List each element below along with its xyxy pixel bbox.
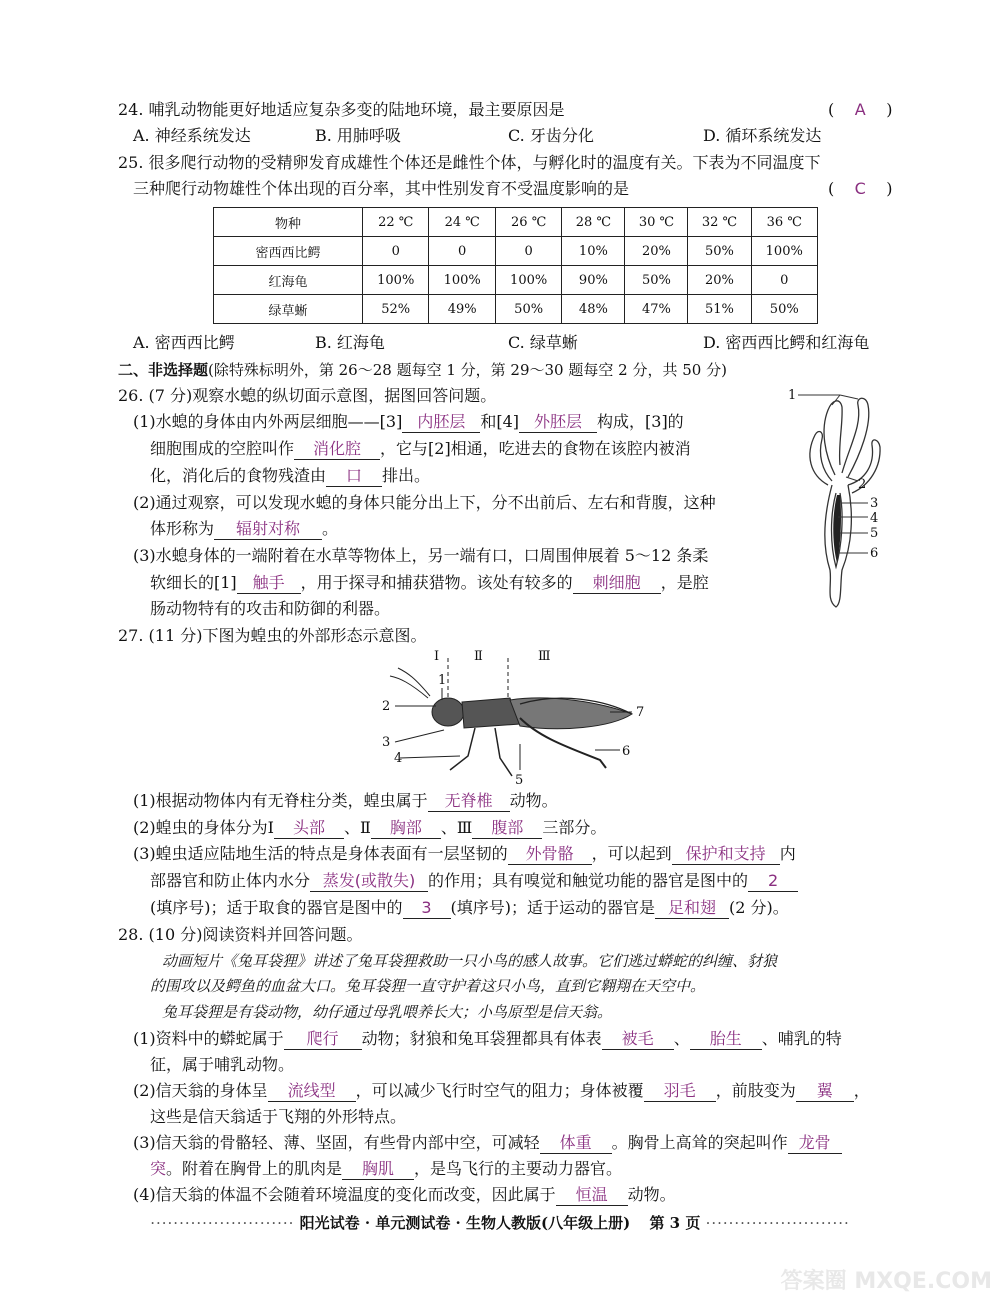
q27-answer-8: 2 xyxy=(748,871,798,892)
q28-text: 动物；豺狼和兔耳袋狸都具有体表 xyxy=(361,1029,602,1048)
q28-answer-4: 流线型 xyxy=(268,1081,356,1102)
table-cell: 51% xyxy=(688,295,751,324)
q26-line2 xyxy=(150,438,691,460)
q28-text: 、 xyxy=(673,1029,690,1048)
table-header-cell: 22 ℃ xyxy=(363,208,429,237)
q28-text: 。附着在胸骨上的肌肉是 xyxy=(166,1159,343,1178)
q28-answer-8-cont: 突 xyxy=(150,1159,167,1178)
table-cell: 100% xyxy=(495,266,561,295)
table-header-cell: 36 ℃ xyxy=(751,208,818,237)
q27-answer-4: 腹部 xyxy=(472,818,542,839)
q27-answer-2: 头部 xyxy=(274,818,344,839)
table-cell: 50% xyxy=(751,295,818,324)
q28-text: 。胸骨上高耸的突起叫作 xyxy=(611,1133,788,1152)
q26-line5 xyxy=(150,518,338,540)
hydra-label-6: 6 xyxy=(870,546,879,561)
q24-answer: A xyxy=(854,100,866,119)
q28-answer-3: 胎生 xyxy=(690,1029,762,1050)
q27-text: ，可以起到 xyxy=(591,844,672,863)
q27-text: (2 分)。 xyxy=(729,898,789,917)
q28-answer-2: 被毛 xyxy=(602,1029,674,1050)
q28-line3 xyxy=(133,1080,870,1102)
q28-answer-10: 恒温 xyxy=(556,1185,628,1206)
table-cell: 密西西比鳄 xyxy=(214,237,363,266)
watermark-logo: 答案圈 MXQE.COM xyxy=(780,1269,992,1294)
q26-text: ，用于探寻和捕获猎物。该处有较多的 xyxy=(300,573,573,592)
q27-line2 xyxy=(133,817,606,839)
q26-text: 和[4] xyxy=(480,412,520,431)
table-cell: 50% xyxy=(625,266,688,295)
q28-text: ，可以减少飞行时空气的阻力；身体被覆 xyxy=(355,1081,644,1100)
table-cell: 绿草蜥 xyxy=(214,295,363,324)
section2-note: (除特殊标明外，第 26～28 题每空 1 分，第 29～30 题每空 2 分，共 50 分) xyxy=(208,361,727,379)
q25-option-a: A. 密西西比鳄 xyxy=(133,333,235,352)
q24-option-a: A. 神经系统发达 xyxy=(133,126,251,145)
q26-line3 xyxy=(150,465,430,487)
locust-label-5: 5 xyxy=(515,773,524,788)
q28-answer-8: 龙骨 xyxy=(788,1133,842,1154)
q27-line5 xyxy=(150,897,789,919)
q27-answer-9: 3 xyxy=(403,898,451,919)
q28-line7 xyxy=(133,1184,676,1206)
q26-text: 。 xyxy=(322,519,339,538)
q28-text: (4)信天翁的体温不会随着环境温度的变化而改变，因此属于 xyxy=(133,1185,556,1204)
table-cell: 47% xyxy=(625,295,688,324)
table-row xyxy=(214,237,818,266)
q28-intro: 28. (10 分)阅读资料并回答问题。 xyxy=(118,925,363,944)
q26-text: ，它与[2]相通，吃进去的食物在该腔内被消 xyxy=(380,439,691,458)
table-cell: 50% xyxy=(495,295,561,324)
q26-text: 构成，[3]的 xyxy=(597,412,684,431)
table-cell: 48% xyxy=(562,295,625,324)
table-cell: 0 xyxy=(429,237,495,266)
q28-story-line3: 兔耳袋狸是有袋动物，幼仔通过母乳喂养长大；小鸟原型是信天翁。 xyxy=(162,1003,613,1021)
table-cell: 90% xyxy=(562,266,625,295)
q26-text: 细胞围成的空腔叫作 xyxy=(150,439,295,458)
hydra-label-1: 1 xyxy=(788,388,797,403)
q28-answer-1: 爬行 xyxy=(284,1029,362,1050)
locust-diagram xyxy=(370,648,660,788)
table-row xyxy=(214,295,818,324)
q28-text: (2)信天翁的身体呈 xyxy=(133,1081,268,1100)
q26-line4: (2)通过观察，可以发现水螅的身体只能分出上下，分不出前后、左右和背腹，这种 xyxy=(133,493,716,512)
q26-text: 软细长的[1] xyxy=(150,573,237,592)
q26-line6: (3)水螅身体的一端附着在水草等物体上，另一端有口，口周围伸展着 5～12 条柔 xyxy=(133,546,709,565)
temperature-table xyxy=(213,207,818,324)
q28-story-line2: 的围攻以及鳄鱼的血盆大口。兔耳袋狸一直守护着这只小鸟，直到它翱翔在天空中。 xyxy=(150,977,706,995)
q27-text: (1)根据动物体内有无脊柱分类，蝗虫属于 xyxy=(133,791,428,810)
q24-stem: 24. 哺乳动物能更好地适应复杂多变的陆地环境，最主要原因是 xyxy=(118,100,565,119)
table-cell: 红海龟 xyxy=(214,266,363,295)
q27-text: 内 xyxy=(779,844,796,863)
q27-text: 、Ⅲ xyxy=(440,818,473,837)
locust-section-3: Ⅲ xyxy=(538,649,551,664)
q28-text: ， xyxy=(853,1081,870,1100)
q25-option-b: B. 红海龟 xyxy=(315,333,385,352)
table-cell: 100% xyxy=(429,266,495,295)
table-cell: 49% xyxy=(429,295,495,324)
q27-intro: 27. (11 分)下图为蝗虫的外部形态示意图。 xyxy=(118,626,427,645)
q26-answer-7: 刺细胞 xyxy=(573,573,661,594)
q27-answer-5: 外骨骼 xyxy=(508,844,592,865)
q28-text: (1)资料中的蟒蛇属于 xyxy=(133,1029,284,1048)
locust-label-1: 1 xyxy=(438,673,447,688)
table-cell: 20% xyxy=(625,237,688,266)
q25-option-d: D. 密西西比鳄和红海龟 xyxy=(703,333,870,352)
table-cell: 100% xyxy=(363,266,429,295)
table-header-cell: 26 ℃ xyxy=(495,208,561,237)
q27-text: 的作用；具有嗅觉和触觉功能的器官是图中的 xyxy=(428,871,749,890)
q25-option-c: C. 绿草蜥 xyxy=(508,333,578,352)
q27-text: (填序号)；适于运动的器官是 xyxy=(450,898,655,917)
table-cell: 50% xyxy=(688,237,751,266)
q24-option-c: C. 牙齿分化 xyxy=(508,126,594,145)
hydra-label-4: 4 xyxy=(870,511,879,526)
q26-line1 xyxy=(133,411,684,433)
q27-line3 xyxy=(133,843,796,865)
q28-answer-6: 翼 xyxy=(796,1081,854,1102)
q26-answer-5: 辐射对称 xyxy=(214,519,322,540)
hydra-label-3: 3 xyxy=(870,496,879,511)
q28-story-line1: 动画短片《兔耳袋狸》讲述了兔耳袋狸救助一只小鸟的感人故事。它们逃过蟒蛇的纠缠、豺狼 xyxy=(162,952,778,970)
q27-line1 xyxy=(133,790,558,812)
q28-text: 、哺乳的特 xyxy=(761,1029,842,1048)
q27-line4 xyxy=(150,870,798,892)
table-cell: 52% xyxy=(363,295,429,324)
section2-heading xyxy=(118,359,727,381)
section2-title: 二、非选择题 xyxy=(118,361,209,379)
q28-line1 xyxy=(133,1028,842,1050)
q27-text: 动物。 xyxy=(509,791,558,810)
q26-line7 xyxy=(150,572,709,594)
table-header-cell: 30 ℃ xyxy=(625,208,688,237)
q27-answer-10: 足和翅 xyxy=(655,898,729,919)
table-header-row xyxy=(214,208,818,237)
q27-text: 、Ⅱ xyxy=(344,818,371,837)
q28-answer-9: 胸肌 xyxy=(342,1159,414,1180)
q26-text: 体形称为 xyxy=(150,519,215,538)
q27-text: (填序号)；适于取食的器官是图中的 xyxy=(150,898,403,917)
q24-answer-paren: ( A ) xyxy=(828,100,893,119)
q26-answer-4: 口 xyxy=(326,466,382,487)
q28-answer-7: 体重 xyxy=(540,1133,612,1154)
footer-text: 阳光试卷 · 单元测试卷 · 生物人教版(八年级上册) xyxy=(299,1214,631,1232)
q27-answer-3: 胸部 xyxy=(371,818,441,839)
q27-text: 三部分。 xyxy=(542,818,607,837)
locust-label-7: 7 xyxy=(636,705,645,720)
q26-answer-3: 消化腔 xyxy=(294,439,380,460)
locust-label-3: 3 xyxy=(382,735,391,750)
hydra-label-5: 5 xyxy=(870,526,879,541)
q28-text: 动物。 xyxy=(627,1185,676,1204)
q27-text: (2)蝗虫的身体分为Ⅰ xyxy=(133,818,274,837)
q28-line6 xyxy=(150,1158,622,1180)
q27-answer-7: 蒸发(或散失) xyxy=(310,871,428,892)
table-cell: 10% xyxy=(562,237,625,266)
table-header-cell: 物种 xyxy=(214,208,363,237)
q28-text: (3)信天翁的骨骼轻、薄、坚固，有些骨内部中空，可减轻 xyxy=(133,1133,540,1152)
q28-line4: 这些是信天翁适于飞翔的外形特点。 xyxy=(150,1107,407,1126)
q26-text: 化，消化后的食物残渣由 xyxy=(150,466,327,485)
q26-text: ，是腔 xyxy=(660,573,709,592)
q26-answer-2: 外胚层 xyxy=(519,412,597,433)
locust-label-4: 4 xyxy=(394,751,403,766)
hydra-label-2: 2 xyxy=(858,477,867,492)
footer-dots-left: ························· xyxy=(150,1214,295,1232)
q24-option-b: B. 用肺呼吸 xyxy=(315,126,401,145)
table-cell: 100% xyxy=(751,237,818,266)
table-header-cell: 24 ℃ xyxy=(429,208,495,237)
q28-text: ，前肢变为 xyxy=(715,1081,796,1100)
q26-text: (1)水螅的身体由内外两层细胞——[3] xyxy=(133,412,403,431)
table-row xyxy=(214,266,818,295)
table-header-cell: 28 ℃ xyxy=(562,208,625,237)
q26-intro: 26. (7 分)观察水螅的纵切面示意图，据图回答问题。 xyxy=(118,386,497,405)
table-cell: 0 xyxy=(751,266,818,295)
q25-answer: C xyxy=(854,179,866,198)
q25-answer-paren: ( C ) xyxy=(828,179,893,198)
table-cell: 0 xyxy=(495,237,561,266)
q28-answer-5: 羽毛 xyxy=(644,1081,716,1102)
q27-text: (3)蝗虫适应陆地生活的特点是身体表面有一层坚韧的 xyxy=(133,844,508,863)
q25-stem-line2: 三种爬行动物雄性个体出现的百分率，其中性别发育不受温度影响的是 xyxy=(133,179,630,198)
q24-option-d: D. 循环系统发达 xyxy=(703,126,822,145)
table-cell: 20% xyxy=(688,266,751,295)
locust-section-1: Ⅰ xyxy=(434,649,440,664)
q27-text: 部器官和防止体内水分 xyxy=(150,871,311,890)
q25-stem-line1: 25. 很多爬行动物的受精卵发育成雄性个体还是雌性个体，与孵化时的温度有关。下表为不同温度下 xyxy=(118,153,821,172)
q26-answer-6: 触手 xyxy=(237,573,301,594)
q27-answer-1: 无脊椎 xyxy=(428,791,510,812)
q26-text: 排出。 xyxy=(382,466,431,485)
q27-answer-6: 保护和支持 xyxy=(672,844,780,865)
q28-line5 xyxy=(133,1132,842,1154)
locust-label-2: 2 xyxy=(382,699,391,714)
q26-line8: 肠动物特有的攻击和防御的利器。 xyxy=(150,599,391,618)
footer-dots-right: ························· xyxy=(705,1214,850,1232)
table-header-cell: 32 ℃ xyxy=(688,208,751,237)
q26-answer-1: 内胚层 xyxy=(402,412,480,433)
page-footer xyxy=(100,1212,900,1233)
locust-label-6: 6 xyxy=(622,744,631,759)
page-number: 第 3 页 xyxy=(649,1214,701,1232)
q28-text: ，是鸟飞行的主要动力器官。 xyxy=(414,1159,623,1178)
q28-line2: 征，属于哺乳动物。 xyxy=(150,1055,295,1074)
locust-section-2: Ⅱ xyxy=(474,649,483,664)
table-cell: 0 xyxy=(363,237,429,266)
hydra-diagram xyxy=(780,385,890,615)
